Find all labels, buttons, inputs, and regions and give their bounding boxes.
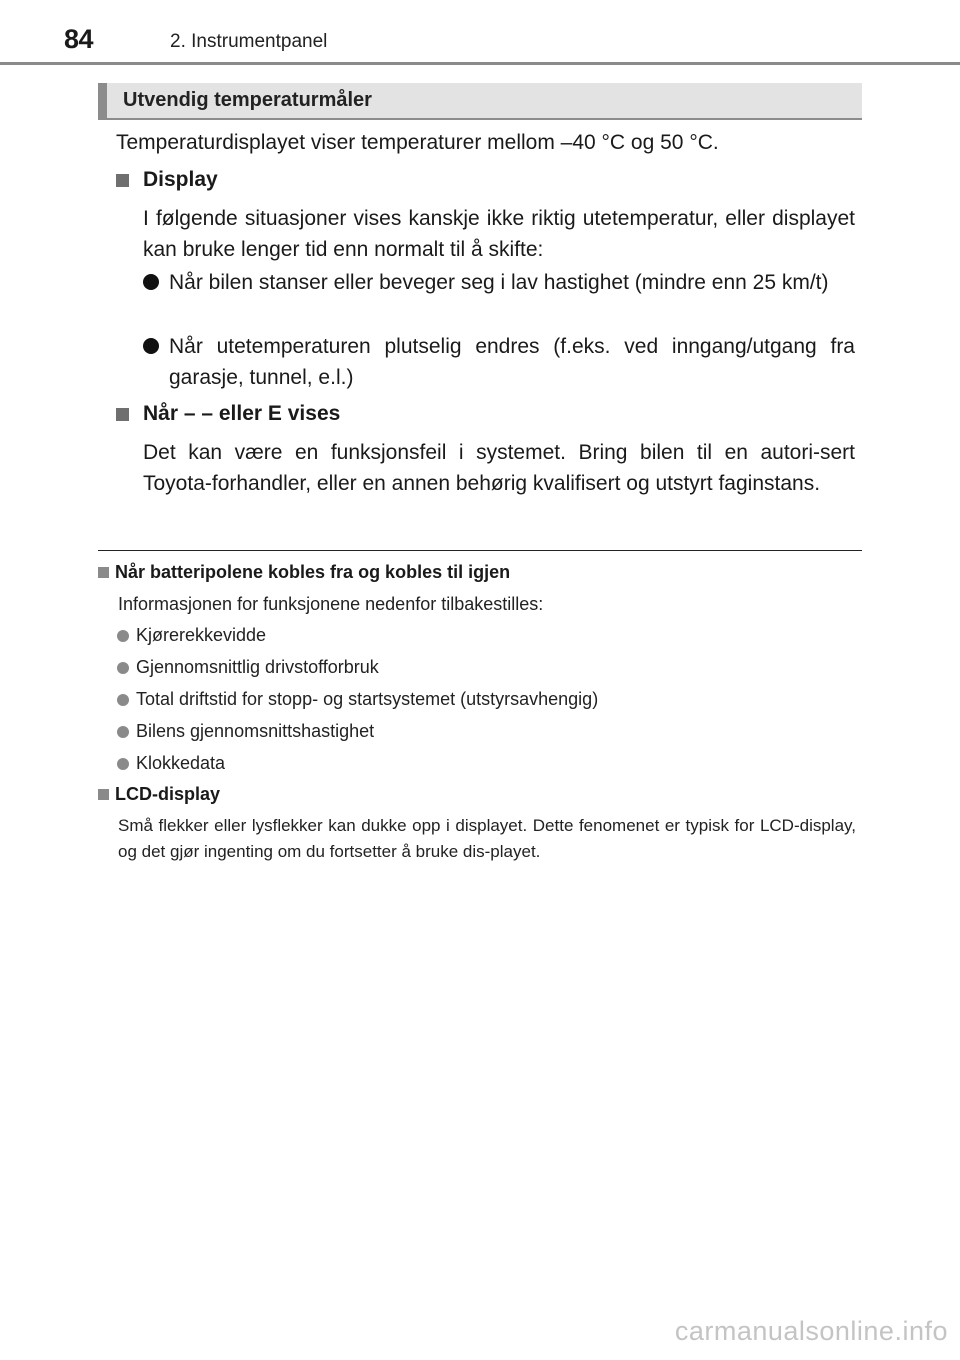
list-item [117,689,598,710]
bullet-icon [143,274,159,290]
display-text: I følgende situasjoner vises kanskje ikke riktig utetemperatur, eller displayet kan bruke lenger tid enn normalt til å skifte: [143,207,855,261]
bullet-icon [117,662,129,674]
square-bullet-icon [98,789,109,800]
battery-note-heading [98,562,510,583]
square-bullet-icon [116,408,129,421]
bullet-icon [117,726,129,738]
list-item [117,753,225,774]
battery-note-text: Informasjonen for funksjonene nedenfor tilbakestilles: [118,594,544,614]
list-item-text: Når utetemperaturen plutselig endres (f.eks. ved inngang/utgang fra garasje, tunnel, e.l.) [169,335,855,389]
error-heading-label: Når – – eller E vises [143,402,341,425]
square-bullet-icon [98,567,109,578]
section-title-bar [98,83,862,120]
bullet-icon [117,694,129,706]
list-item [143,331,855,393]
bullet-icon [143,338,159,354]
list-item [117,657,379,678]
page-header [0,0,960,68]
section-title: Utvendig temperaturmåler [123,89,372,111]
page-number: 84 [64,24,94,54]
battery-note-heading-label: Når batteripolene kobles fra og kobles til igjen [115,562,511,582]
list-item [117,625,266,646]
lcd-note-heading [98,784,220,805]
header-divider [0,62,960,65]
list-item-text: Kjørerekkevidde [136,625,267,645]
error-text: Det kan være en funksjonsfeil i systemet. Bring bilen til en autori-sert Toyota-forhandler, eller en annen behørig kvalifisert og utstyrt faginstans. [143,441,855,495]
list-item-text: Total driftstid for stopp- og startsystemet (utstyrsavhengig) [136,689,599,709]
chapter-title: 2. Instrumentpanel [170,31,328,52]
bullet-icon [117,758,129,770]
lcd-note-heading-label: LCD-display [115,784,221,804]
list-item-text: Bilens gjennomsnittshastighet [136,721,375,741]
list-item-text: Når bilen stanser eller beveger seg i lav hastighet (mindre enn 25 km/t) [169,271,829,294]
lcd-note-text: Små flekker eller lysflekker kan dukke opp i displayet. Dette fenomenet er typisk for LCD-display, og det gjør ingenting om du fortsetter å bruke dis-playet. [118,816,856,861]
notes-divider [98,550,862,551]
list-item [117,721,374,742]
list-item [143,267,855,298]
list-item-text: Klokkedata [136,753,226,773]
watermark: carmanualsonline.info [674,1316,948,1346]
bullet-icon [117,630,129,642]
display-heading-label: Display [143,168,218,191]
list-item-text: Gjennomsnittlig drivstofforbruk [136,657,379,677]
square-bullet-icon [116,174,129,187]
section-intro: Temperaturdisplayet viser temperaturer mellom –40 °C og 50 °C. [116,131,719,154]
display-heading [116,168,218,192]
error-heading [116,402,340,426]
